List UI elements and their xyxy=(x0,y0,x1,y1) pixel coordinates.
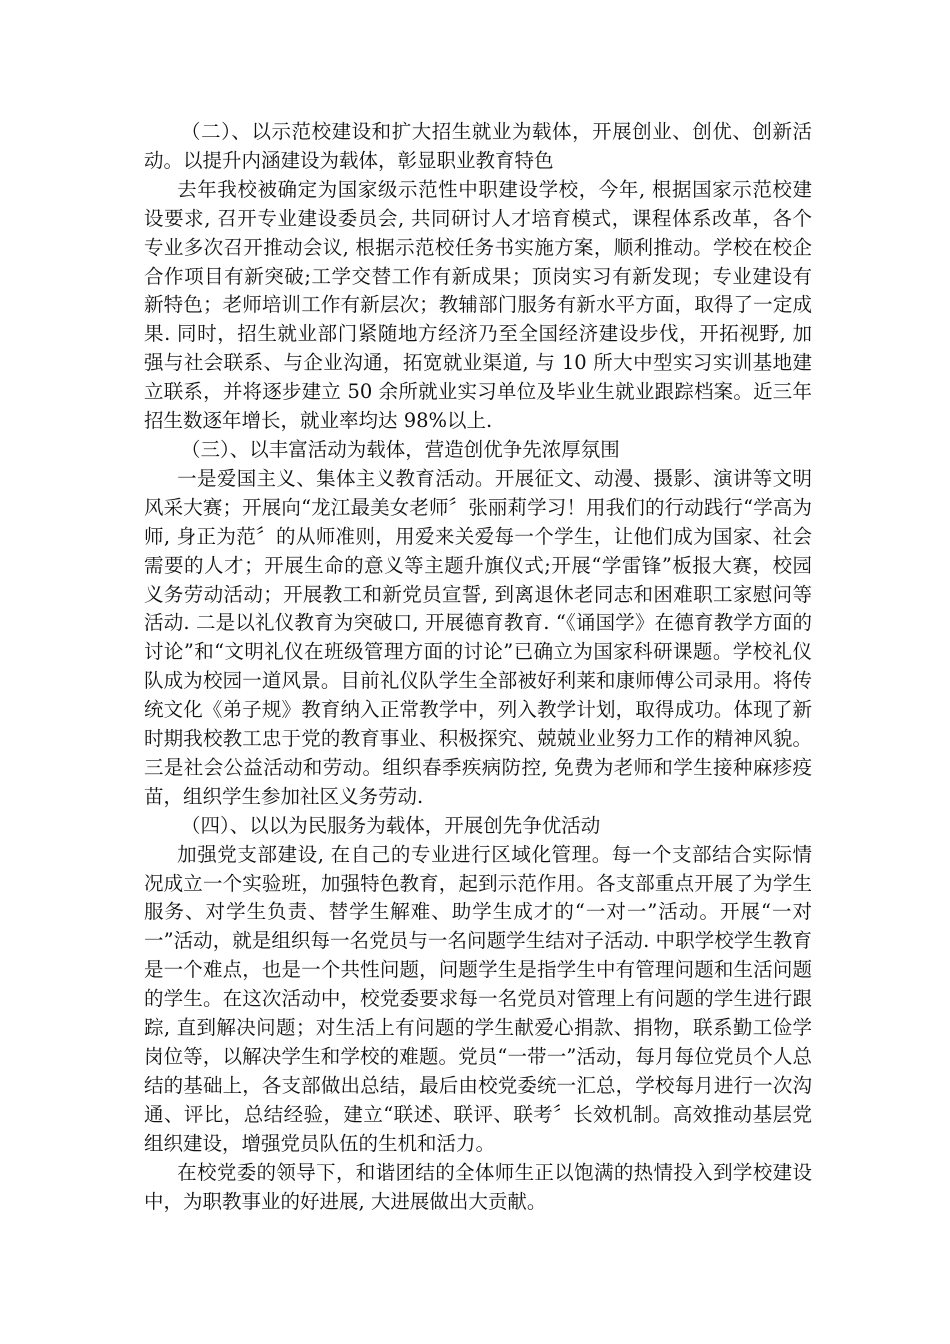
section-heading-3: （三）、以丰富活动为载体，营造创优争先浓厚氛围 xyxy=(181,437,620,461)
paragraph-conclusion: 在校党委的领导下，和谐团结的全体师生正以饱满的热情投入到学校建设中，为职教事业的好进展, 大进展做出大贡献。 xyxy=(144,1160,812,1213)
section-heading-4: （四）、以以为民服务为载体，开展创先争优活动 xyxy=(181,813,601,837)
paragraph-party-branch: 加强党支部建设, 在自己的专业进行区域化管理。每一个支部结合实际情况成立一个实验班，加强特色教育，起到示范作用。各支部重点开展了为学生服务、对学生负责、替学生解难、助学生成才的“一对一”活动。开展“一对一”活动，就是组织每一名党员与一名问题学生结对子活动. 中职学校学生教育是一个难点，也是一个共性问题，问题学生是指学生中有管理问题和生活问题的学生。在这次活动中，校党委要求每一名党员对管理上有问题的学生进行跟踪, 直到解决问题；对生活上有问题的学生献爱心捐款、捐物，联系勤工俭学岗位等，以解决学生和学校的难题。党员“一带一”活动，每月每位党员个人总结的基础上，各支部做出总结，最后由校党委统一汇总，学校每月进行一次沟通、评比，总结经验，建立“联述、联评、联考〞长效机制。高效推动基层党组织建设，增强党员队伍的生机和活力。 xyxy=(144,842,812,1155)
section-heading-2: （二）、以示范校建设和扩大招生就业为载体，开展创业、创优、创新活动。以提升内涵建设为载体，彰显职业教育特色 xyxy=(144,120,812,172)
paragraph-demonstration-school: 去年我校被确定为国家级示范性中职建设学校，今年, 根据国家示范校建设要求, 召开专业建设委员会, 共同研讨人才培育模式，课程体系改革，各个专业多次召开推动会议, 根据示范校任务书实施方案，顺利推动。学校在校企合作项目有新突破;工学交替工作有新成果；顶岗实习有新发现；专业建设有新特色；老师培训工作有新层次；教辅部门服务有新水平方面，取得了一定成果. 同时，招生就业部门紧随地方经济乃至全国经济建设步伐，开拓视野, 加强与社会联系、与企业沟通，拓宽就业渠道, 与 10 所大中型实习实训基地建立联系，并将逐步建立 50 余所就业实习单位及毕业生就业跟踪档案。近三年招生数逐年增长，就业率均达 98%以上. xyxy=(144,177,812,433)
document-page xyxy=(144,118,812,1216)
paragraph-activities: 一是爱国主义、集体主义教育活动。开展征文、动漫、摄影、演讲等文明风采大赛；开展向“龙江最美女老师〞张丽莉学习！用我们的行动践行“学高为师, 身正为范〞的从师准则，用爱来关爱每一个学生，让他们成为国家、社会需要的人才；开展生命的意义等主题升旗仪式;开展“学雷锋”板报大赛，校园义务劳动活动；开展教工和新党员宣誓, 到离退休老同志和困难职工家慰问等活动. 二是以礼仪教育为突破口, 开展德育教育. “《诵国学》在德育教学方面的讨论”和“文明礼仪在班级管理方面的讨论”已确立为国家科研课题。学校礼仪队成为校园一道风景。目前礼仪队学生全部被好利莱和康师傅公司录用。将传统文化《弟子规》教育纳入正常教学中，列入教学计划，取得成功。体现了新时期我校教工忠于党的教育事业、积极探究、兢兢业业努力工作的精神风貌。三是社会公益活动和劳动。组织春季疾病防控, 免费为老师和学生接种麻疹疫苗，组织学生参加社区义务劳动. xyxy=(144,466,812,808)
